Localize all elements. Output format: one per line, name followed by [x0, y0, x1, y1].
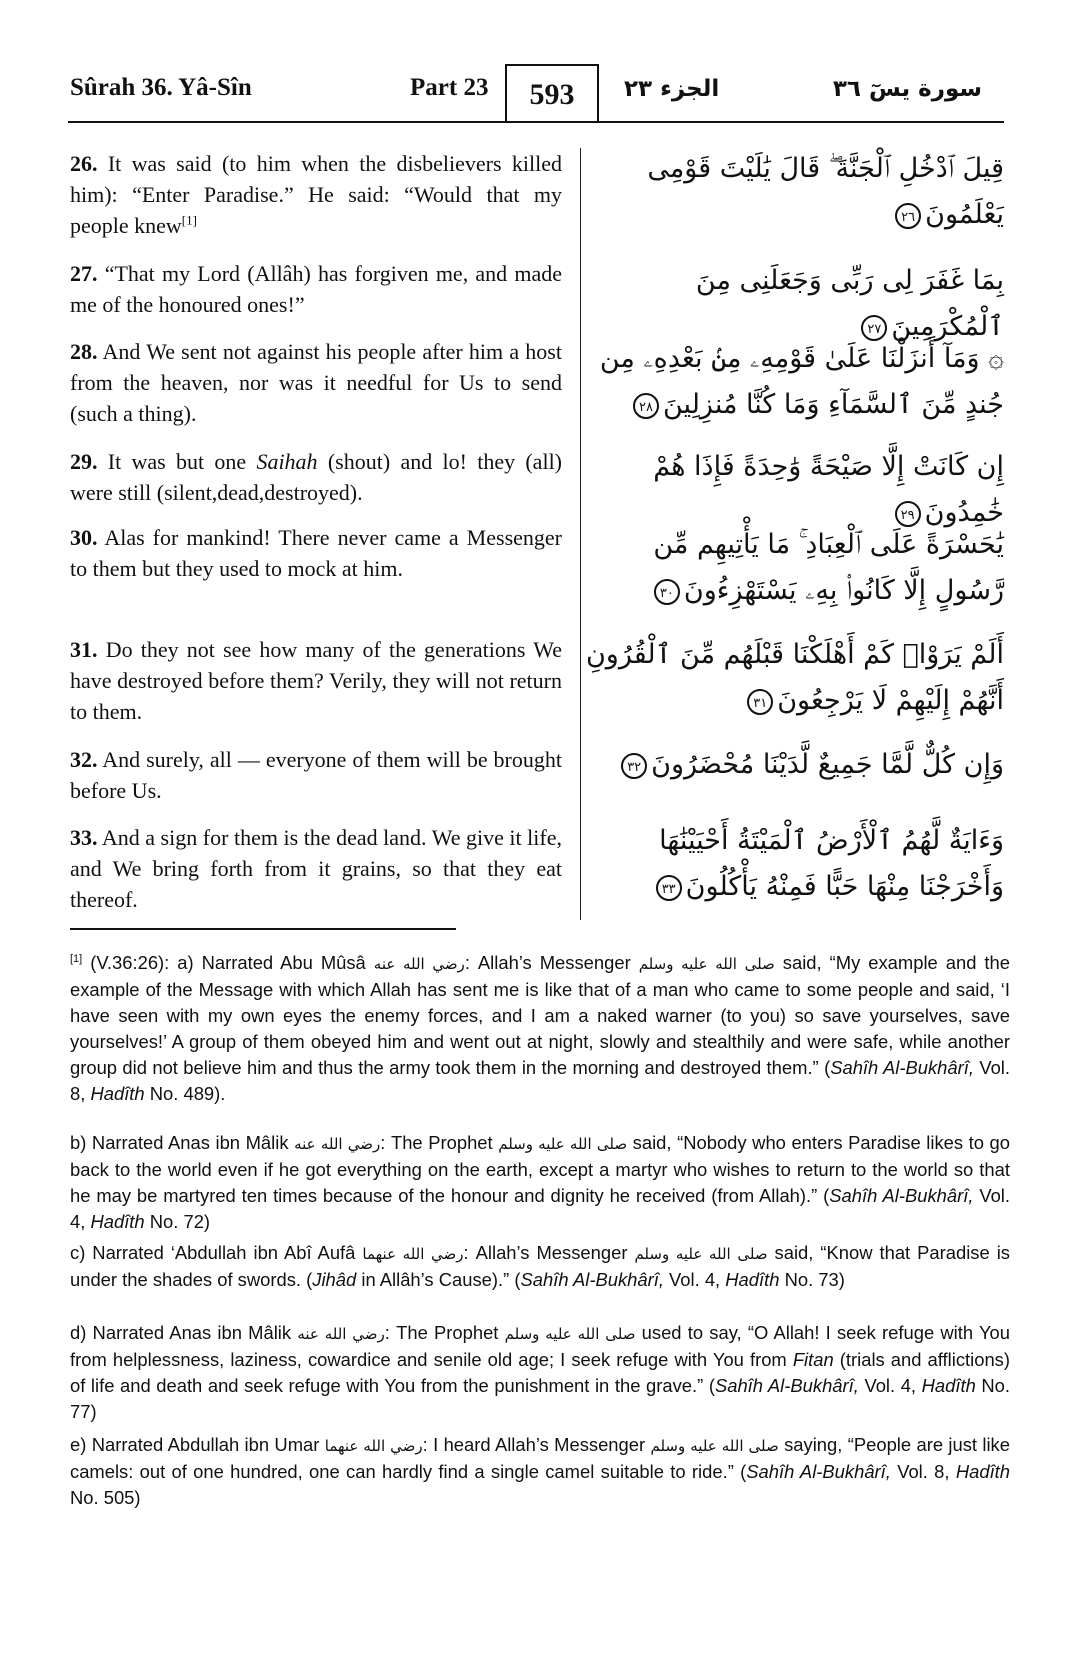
verse-term: Saihah [256, 449, 318, 474]
verse-31-translation [70, 634, 562, 727]
verse-33-translation [70, 822, 562, 915]
verse-text: Alas for mankind! There never came a Messenger to them but they used to mock at him. [70, 525, 562, 581]
reference-source: Sahîh Al-Bukhârî, [746, 1461, 891, 1482]
ayah-number-marker: ٣٣ [656, 875, 682, 901]
reference-source: Sahîh Al-Bukhârî, [714, 1375, 859, 1396]
reference-hadith: Hadîth [921, 1375, 976, 1396]
verse-32-arabic [584, 742, 1004, 788]
arabic-text: أَلَمْ يَرَوْا۟ كَمْ أَهْلَكْنَا قَبْلَهُم مِّنَ ٱلْقُرُونِ أَنَّهُمْ إِلَيْهِمْ لَا يَرْجِعُونَ [585, 639, 1004, 716]
verse-28-translation [70, 336, 562, 429]
reference-hadith: Hadîth [90, 1083, 145, 1104]
verse-text: It was but one [107, 449, 257, 474]
footnote-rule [70, 928, 456, 930]
verse-text: It was said (to him when the disbelievers killed him): “Enter Paradise.” He said: “Would that my people knew [70, 151, 563, 238]
ayah-number-marker: ٣٢ [621, 753, 647, 779]
verse-text: And surely, all — everyone of them will be brought before Us. [70, 747, 562, 803]
footnote-text: b) Narrated Anas ibn Mâlik [70, 1132, 289, 1153]
footnote-b [70, 1130, 1010, 1235]
footnote-c [70, 1240, 1010, 1293]
footnote-text: in Allâh’s Cause).” ( [356, 1269, 521, 1290]
arabic-honorific: رضي الله عنه [294, 1135, 381, 1153]
footnote-text: said, “Know that Paradise is under the shades of swords. ( [70, 1242, 1010, 1290]
footnote-text: (trials and afflictions) of life and death and seek refuge with You from the punishment in the grave.” ( [70, 1349, 1011, 1396]
footnote-d [70, 1320, 1010, 1425]
footnote-a [70, 950, 1010, 1107]
reference-volume: Vol. 8, [70, 1057, 1011, 1104]
arabic-honorific: صلى الله عليه وسلم [504, 1325, 636, 1343]
reference-hadith: Hadîth [90, 1211, 145, 1232]
ayah-number-marker: ٢٨ [633, 393, 659, 419]
footnote-text: said, “Nobody who enters Paradise likes to go back to the world even if he got everything on the earth, except a martyr who wishes to return to the world so that he may be martyred ten times because of the honour and dignity he received (from Allah).” ( [70, 1132, 1010, 1206]
verse-number: 27. [70, 261, 98, 286]
verse-26-arabic [584, 146, 1004, 238]
verse-32-translation [70, 744, 562, 806]
verse-30-arabic [584, 522, 1004, 614]
arabic-text: بِمَا غَفَرَ لِى رَبِّى وَجَعَلَنِى مِنَ ٱلْمُكْرَمِينَ [695, 265, 1004, 342]
arabic-text: إِن كَانَتْ إِلَّا صَيْحَةً وَٰحِدَةً فَإِذَا هُمْ خَٰمِدُونَ [653, 451, 1004, 528]
footnote-marker: [1] [181, 212, 197, 228]
column-divider [580, 148, 581, 920]
reference-volume: Vol. 4, [858, 1375, 922, 1396]
footnote-text: : The Prophet [384, 1322, 499, 1343]
verse-number: 29. [70, 449, 98, 474]
footnote-text: (V.36:26): a) Narrated Abu Mûsâ [90, 952, 366, 973]
verse-text: “That my Lord (Allâh) has forgiven me, and made me of the honoured ones!” [70, 261, 563, 317]
arabic-honorific: صلى الله عليه وسلم [650, 1437, 779, 1455]
footnote-text: c) Narrated ‘Abdullah ibn Abî Aufâ [70, 1242, 356, 1263]
arabic-honorific: رضي الله عنه [373, 955, 465, 973]
reference-hadith: Hadîth [725, 1269, 780, 1290]
reference-source: Sahîh Al-Bukhârî, [829, 1185, 974, 1206]
reference-hadith: Hadîth [955, 1461, 1011, 1482]
reference-source: Sahîh Al-Bukhârî, [830, 1057, 974, 1078]
reference-number: No. 489). [144, 1083, 226, 1104]
verse-number: 28. [70, 339, 98, 364]
reference-number: No. 72) [144, 1211, 211, 1232]
footnote-text: e) Narrated Abdullah ibn Umar [70, 1434, 320, 1455]
footnote-text: : Allah’s Messenger [464, 952, 631, 973]
part-label: Part 23 [410, 74, 489, 101]
footnote-e [70, 1432, 1010, 1511]
ayah-number-marker: ٢٦ [895, 203, 921, 229]
ayah-number-marker: ٢٧ [861, 315, 887, 341]
arabic-surah-title: سورة يسٓ ٣٦ [832, 76, 982, 102]
footnote-text: : I heard Allah’s Messenger [422, 1434, 646, 1455]
footnote-text: used to say, “O Allah! I seek refuge with You from helplessness, laziness, cowardice and senile old age; I seek refuge with You from [70, 1322, 1011, 1370]
verse-text: Do they not see how many of the generations We have destroyed before them? Verily, they will not return to them. [70, 637, 563, 724]
reference-volume: Vol. 8, [890, 1461, 956, 1482]
verse-28-arabic [584, 336, 1004, 428]
arabic-honorific: رضي الله عنه [297, 1325, 385, 1343]
reference-number: No. 505) [70, 1487, 141, 1508]
verse-29-translation [70, 446, 562, 508]
footnote-marker: [1] [70, 952, 83, 965]
arabic-text: قِيلَ ٱدْخُلِ ٱلْجَنَّةَ ۖ قَالَ يَٰلَيْتَ قَوْمِى يَعْلَمُونَ [647, 153, 1004, 230]
verse-number: 33. [70, 825, 98, 850]
term-fitan: Fitan [792, 1349, 834, 1370]
verse-30-translation [70, 522, 562, 584]
verse-number: 31. [70, 637, 98, 662]
arabic-text: وَإِن كُلٌّ لَّمَّا جَمِيعٌ لَّدَيْنَا مُحْضَرُونَ [651, 749, 1004, 780]
reference-number: No. 73) [779, 1269, 845, 1290]
footnote-text: saying, “People are just like camels: out of one hundred, one can hardly find a single camel suitable to ride.” ( [70, 1434, 1010, 1482]
reference-volume: Vol. 4, [663, 1269, 726, 1290]
verse-text: And We sent not against his people after him a host from the heaven, nor was it needful for Us to send (such a thing). [70, 339, 562, 426]
verse-number: 30. [70, 525, 98, 550]
verse-text-cont: (shout) and lo! they (all) were still (silent,dead,destroyed). [70, 449, 563, 505]
arabic-honorific: رضي الله عنهما [324, 1437, 423, 1455]
reference-source: Sahîh Al-Bukhârî, [520, 1269, 664, 1290]
surah-title: Sûrah 36. Yâ-Sîn [70, 74, 252, 101]
ayah-number-marker: ٢٩ [895, 501, 921, 527]
arabic-honorific: صلى الله عليه وسلم [638, 955, 775, 973]
arabic-text: ۞ وَمَآ أَنزَلْنَا عَلَىٰ قَوْمِهِۦ مِنۢ بَعْدِهِۦ مِن جُندٍ مِّنَ ٱلسَّمَآءِ وَمَا كُنَّا مُنزِلِينَ [599, 343, 1004, 420]
ayah-number-marker: ٣١ [747, 689, 773, 715]
verse-number: 32. [70, 747, 98, 772]
verse-number: 26. [70, 151, 98, 176]
reference-number: No. 77) [70, 1375, 1011, 1422]
header-rule [68, 121, 1004, 123]
arabic-honorific: صلى الله عليه وسلم [498, 1135, 628, 1153]
arabic-honorific: رضي الله عنهما [362, 1245, 464, 1263]
footnote-text: : Allah’s Messenger [463, 1242, 628, 1263]
footnote-text: : The Prophet [380, 1132, 493, 1153]
verse-33-arabic [584, 818, 1004, 910]
verse-27-translation [70, 258, 562, 320]
verse-text: And a sign for them is the dead land. We give it life, and We bring forth from it grains, so that they eat thereof. [70, 825, 562, 912]
arabic-text: يَٰحَسْرَةً عَلَى ٱلْعِبَادِ ۚ مَا يَأْتِيهِم مِّن رَّسُولٍ إِلَّا كَانُوا۟ بِهِۦ يَسْتَهْزِءُونَ [653, 529, 1004, 606]
term-jihad: Jihâd [312, 1269, 357, 1290]
arabic-text: وَءَايَةٌ لَّهُمُ ٱلْأَرْضُ ٱلْمَيْتَةُ أَحْيَيْنَٰهَا وَأَخْرَجْنَا مِنْهَا حَبًّا فَمِنْهُ يَأْكُلُونَ [659, 825, 1004, 902]
page-number: 593 [529, 78, 575, 111]
arabic-part-label: الجزء ٢٣ [624, 76, 720, 102]
ayah-number-marker: ٣٠ [654, 579, 680, 605]
verse-26-translation [70, 148, 562, 241]
verse-31-arabic [584, 632, 1004, 724]
footnote-text: d) Narrated Anas ibn Mâlik [70, 1322, 292, 1343]
reference-volume: Vol. 4, [70, 1185, 1010, 1232]
arabic-honorific: صلى الله عليه وسلم [634, 1245, 768, 1263]
footnote-text: said, “My example and the example of the Message with which Allah has sent me is like that of a man who came to some people and said, ‘I have seen with my own eyes the enemy forces, and I am a naked warner (to you) so save yourselves, save yourselves!’ A group of them obeyed him and went out at night, slowly and stealthily and were safe, while another group did not believe him and thus the army took them in the morning and destroyed them.” ( [70, 952, 1010, 1078]
